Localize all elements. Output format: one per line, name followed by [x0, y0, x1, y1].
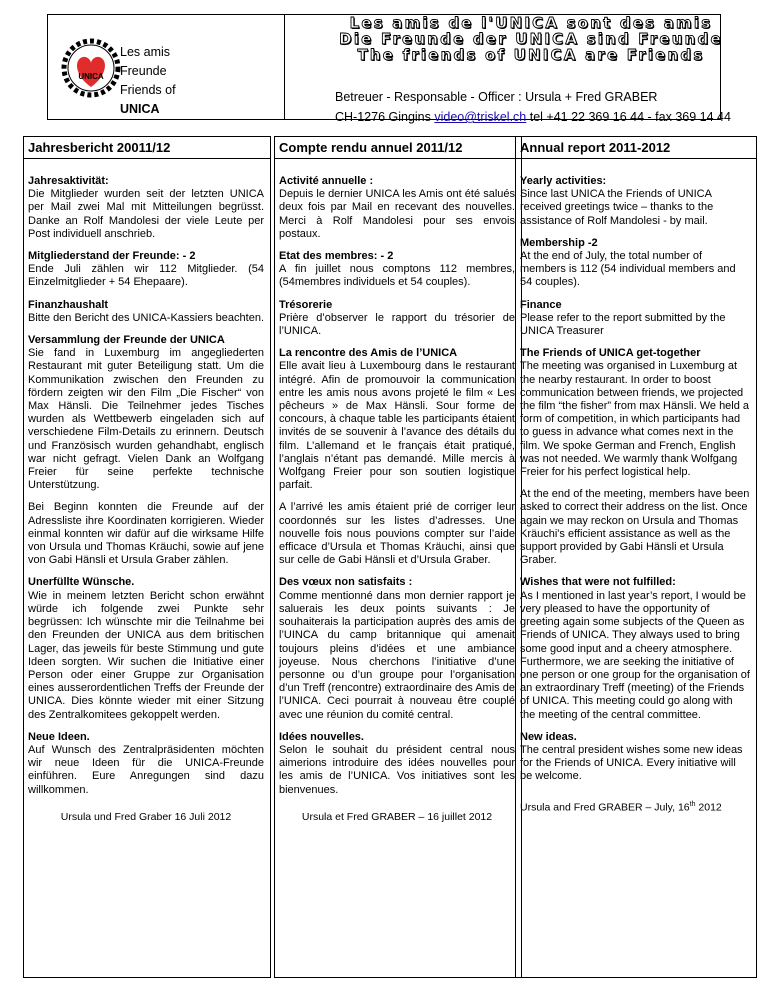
motto-fr: Les amis de l'UNICA sont des amis — [349, 14, 713, 32]
signature: Ursula und Fred Graber 16 Juli 2012 — [60, 810, 232, 823]
column-german — [23, 136, 271, 978]
section-text: Depuis le dernier UNICA les Amis ont été salués deux fois par Mail en recevant des nouvelles. Merci à Rolf Mandolesi pour ses envois postaux. — [279, 188, 515, 240]
section-text: A fin juillet nous comptons 112 membres, (54membres individuels et 54 couples). — [279, 263, 515, 289]
section-heading: Wishes that were not fulfilled: — [520, 576, 676, 589]
section-text: Selon le souhait du président central nous aimerions introduire des idées nouvelles pour les amis de l’UNICA. Vos initiatives sont les bienvenues. — [279, 743, 515, 796]
column-french — [274, 136, 522, 978]
email-link[interactable]: video@triskel.ch — [434, 110, 527, 124]
report-section — [28, 299, 264, 325]
assoc-line: Les amis — [120, 45, 171, 59]
report-section — [520, 299, 750, 339]
report-section — [520, 347, 750, 479]
report-section — [520, 731, 750, 784]
column-title: Jahresbericht 20011/12 — [24, 137, 270, 159]
section-heading: Mitgliederstand der Freunde: - 2 — [28, 250, 196, 263]
report-section — [279, 347, 515, 492]
section-text: Auf Wunsch des Zentralpräsidenten möchten wir neue Ideen für die UNICA-Freunde einführen. Eure Anregungen sind dazu willkommen. — [28, 743, 264, 796]
section-text: The meeting was organised in Luxemburg at the nearby restaurant. In order to boost communication between friends, we projected the film “the fisher” from max Hänsli. We held a form of competition, in which participants had to guess in advance what comes next in the film. We spoke German and French, English was not needed. We warmly thank Wolfgang Freier for his perfect logistical help. — [520, 360, 750, 479]
report-section — [279, 250, 515, 290]
section-heading: Jahresaktivität: — [28, 175, 109, 187]
association-name — [120, 43, 176, 119]
section-heading: Neue Ideen. — [28, 730, 90, 743]
address-line: CH-1276 Gingins video@triskel.ch tel +41 22 369 16 44 - fax 369 14 44 — [335, 110, 731, 124]
report-section — [28, 501, 264, 567]
section-text: Prière d’observer le rapport du trésorier de l’UNICA. — [279, 311, 515, 338]
report-section — [520, 576, 750, 721]
column-body — [520, 175, 750, 814]
section-heading: Unerfüllte Wünsche. — [28, 576, 135, 589]
report-section — [28, 576, 264, 721]
section-heading: Activité annuelle : — [279, 175, 374, 187]
column-body — [279, 175, 515, 824]
section-text: Please refer to the report submitted by the UNICA Treasurer — [520, 311, 726, 338]
signature: Ursula and Fred GRABER – July, 16th 2012 — [520, 800, 722, 814]
contact-info — [335, 87, 731, 127]
section-text: At the end of July, the total number of members is 112 (54 individual members and 54 couples). — [520, 250, 736, 289]
report-section — [520, 488, 750, 567]
report-section — [279, 501, 515, 567]
assoc-line: Freunde — [120, 64, 167, 78]
column-body — [28, 175, 264, 824]
unica-logo — [60, 37, 122, 99]
section-text: Since last UNICA the Friends of UNICA received greetings twice – thanks to the assistance of Rolf Mandolesi - by mail. — [520, 188, 714, 227]
section-heading: Idées nouvelles. — [279, 730, 364, 743]
assoc-line: Friends of — [120, 83, 176, 97]
report-section — [279, 731, 515, 797]
report-section — [520, 237, 750, 290]
section-text: Elle avait lieu à Luxembourg dans le restaurant intégré. Afin de promouvoir la communication entre les amis nous avons projeté le film « Les pêcheurs » de Max Hänsli. Sour forme de concours, à chaque table les participants étaient invités de se souvenir à l’avance des détails du film. L’allemand et le français était pratiqué, l’anglais n’étant pas demandé. Mille mercis à Wolfgang Freier pour son soutien logistique parfait. — [279, 360, 515, 492]
section-text: Bei Beginn konnten die Freunde auf der Adressliste ihre Koordinaten korrigieren. Wieder einmal konnten wir dafür auf die wirksame Hilfe von Ursula und Thomas Kräuchi, sowie auf jene von Gabi Hänsli et Ursula Graber zählen. — [28, 501, 264, 567]
section-text: Ende Juli zählen wir 112 Mitglieder. (54 Einzelmitglieder + 54 Ehepaare). — [28, 263, 264, 289]
section-text: Die Mitglieder wurden seit der letzten UNICA per Mail zwei Mal mit Mitteilungen begrüsst. Danke an Rolf Mandolesi der viele Leute per Post individuell anschrieb. — [28, 188, 264, 240]
report-section — [28, 175, 264, 241]
report-section — [279, 299, 515, 339]
motto-de: Die Freunde der UNICA sind Freunde — [339, 30, 723, 48]
report-section — [28, 731, 264, 797]
letterhead — [47, 14, 731, 124]
section-heading: New ideas. — [520, 730, 577, 743]
signature: Ursula et Fred GRABER – 16 juillet 2012 — [301, 810, 493, 823]
section-heading: Membership -2 — [520, 236, 598, 249]
section-text: At the end of the meeting, members have been asked to correct their address on the list. Once again we may reckon on Ursula and Thomas Kräuchi's efficient assistance as well as the support provided by Gabi Hänsli et Ursula Graber. — [520, 488, 750, 567]
report-section — [28, 334, 264, 492]
section-heading: La rencontre des Amis de l’UNICA — [279, 347, 458, 360]
report-section — [28, 250, 264, 290]
section-text: Bitte den Bericht des UNICA-Kassiers beachten. — [28, 311, 265, 324]
section-heading: Versammlung der Freunde der UNICA — [28, 334, 225, 347]
svg-text:UNICA: UNICA — [78, 72, 104, 81]
section-heading: Yearly activities: — [520, 175, 607, 187]
section-text: Comme mentionné dans mon dernier rapport je saluerais les deux points suivants : Je souhaiterais la participation auprès des amis de l’UINCA du camp britannique qui amenait toujours pleins d’idées et une ambiance joyeuse. Nous cherchons l’initiative d’une personne ou d’un groupe pour l’organisation d’un Treff (rencontre) extraordinaire des Amis de l’UNICA. Ceci pourrait à nouveau être couplé avec une réunion du comité central. — [279, 589, 515, 721]
report-section — [279, 175, 515, 241]
responsible-line: Betreuer - Responsable - Officer : Ursula + Fred GRABER — [335, 90, 658, 104]
assoc-line: UNICA — [120, 102, 160, 116]
section-heading: Etat des membres: - 2 — [279, 250, 394, 263]
report-section — [279, 576, 515, 721]
section-text: As I mentioned in last year’s report, I would be very pleased to have the opportunity of greeting again some subjects of the Queen as Friends of UNICA. They always used to bring some good input and a cheery atmosphere. Furthermore, we are seeking the initiative of one person or one group for the organisation of an extraordinary Treff (meeting) of the Friends of UNICA. This meeting could go along with the meeting of the central committee. — [520, 589, 750, 721]
section-heading: The Friends of UNICA get-together — [520, 347, 701, 360]
section-heading: Finanzhaushalt — [28, 298, 109, 311]
section-text: A l’arrivé les amis étaient prié de corriger leur coordonnés sur les listes d’adresses. Une nouvelle fois nous pouvions compter sur l’aide efficace d’Ursula et Thomas Kräuchi, ainsi que sur celle de Gabi Hänsli et d’Ursula Graber. — [279, 501, 515, 567]
column-english — [515, 136, 757, 978]
motto-en: The friends of UNICA are Friends — [357, 46, 705, 64]
motto — [303, 15, 759, 63]
section-heading: Trésorerie — [279, 298, 333, 311]
section-text: Sie fand in Luxemburg im angegliederten Restaurant mit guter Beteiligung statt. Um die Kommunikation zwischen den Freunden zu fördern zeigten wir den Film „Die Fischer“ von Max Hänsli. Die Teilnehmer jedes Tisches wurden als Wettbewerb eingeladen sich auf verschiedene Film-Details zu erinnern. Deutsch und Französisch wurden gehandhabt, englisch war nicht gefragt. Vielen Dank an Wolfgang Freier für seine perfekte technische Unterstützung. — [28, 347, 264, 492]
column-title: Compte rendu annuel 2011/12 — [275, 137, 521, 159]
section-heading: Finance — [520, 298, 562, 311]
section-text: The central president wishes some new ideas for the Friends of UNICA. Every initiative will be welcome. — [520, 743, 743, 783]
report-section — [520, 175, 750, 228]
section-heading: Des vœux non satisfaits : — [279, 576, 413, 589]
column-title: Annual report 2011-2012 — [516, 137, 756, 159]
header-divider — [284, 15, 285, 119]
section-text: Wie in meinem letzten Bericht schon erwähnt würde ich folgende zwei Punkte sehr begrüssen: Ich wünschte mir die Teilnahme bei den Freunden der UNICA aus dem britischen Lager, das jeweils für beste Stimmung und gute Ideen sorgten. Wir suchen die Initiative einer Person oder einer Gruppe zur Organisation eines ausserordentlichen Treffs der Freunde der UNICA. Dies könnte wieder mit einer Sitzung des Zentralkomitees gekoppelt werden. — [28, 589, 264, 721]
